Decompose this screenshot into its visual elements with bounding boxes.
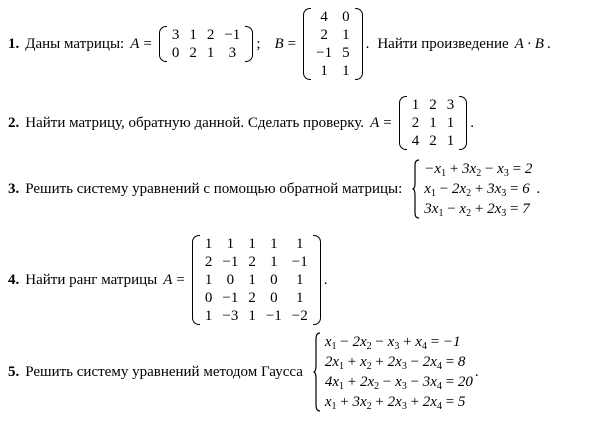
left-paren: [159, 26, 167, 62]
matrix-row: [167, 26, 245, 44]
equation: $4x_1 + 2x_2 - x_3 - 3x_4 = 20$: [324, 374, 473, 392]
matrix-table: [311, 8, 354, 80]
matrix-cell: 1: [206, 45, 215, 61]
problem-number: 4.: [8, 271, 20, 288]
problem-number: 2.: [8, 114, 20, 131]
matrix-cell: −1: [316, 45, 333, 61]
matrix-row: [407, 114, 460, 132]
matrix-cell: 2: [429, 133, 437, 149]
matrix-row: [407, 132, 460, 150]
matrix-name: A: [130, 35, 140, 52]
matrix-row: [311, 26, 354, 44]
matrix-cell: 1: [429, 115, 437, 131]
matrix-cell: 1: [204, 236, 213, 252]
matrix-cell: −1: [224, 27, 241, 43]
right-paren: [355, 8, 363, 80]
matrix-cell: 1: [342, 63, 350, 79]
equation-system: [313, 332, 473, 412]
problem-2: [8, 96, 474, 150]
right-paren: [313, 235, 321, 325]
matrix-table: [200, 235, 313, 325]
equations: [321, 332, 473, 412]
equation: $x_1 - 2x_2 + 3x_3 = 6$: [424, 181, 530, 199]
matrix-row: [200, 235, 313, 253]
matrix-cell: 2: [189, 45, 197, 61]
matrix: [192, 235, 321, 325]
matrix-cell: 1: [296, 290, 304, 306]
matrix-name: A: [370, 114, 380, 131]
matrix-cell: 2: [204, 254, 213, 270]
separator: ;: [256, 35, 261, 52]
matrix-cell: 4: [411, 133, 420, 149]
matrix-cell: 1: [248, 272, 256, 288]
period: .: [323, 271, 328, 288]
equation: $-x_1 + 3x_2 - x_3 = 2$: [424, 161, 533, 179]
problem-number: 5.: [8, 363, 20, 380]
matrix-table: [407, 96, 460, 150]
matrix-cell: 1: [226, 236, 235, 252]
matrix-row: [200, 307, 313, 325]
matrix-cell: 1: [342, 27, 350, 43]
right-paren: [245, 26, 253, 62]
matrix-row: [200, 289, 313, 307]
matrix-cell: 1: [446, 133, 455, 149]
equation-system: [412, 159, 532, 219]
problem-1: [8, 8, 551, 80]
matrix-cell: −1: [222, 290, 239, 306]
matrix-cell: 1: [296, 236, 304, 252]
matrix-cell: 1: [248, 308, 256, 324]
matrix-cell: 2: [248, 290, 256, 306]
equals-sign: =: [143, 35, 152, 52]
matrix-cell: 1: [296, 272, 304, 288]
matrix-cell: 5: [342, 45, 350, 61]
problem-text: Найти матрицу, обратную данной. Сделать проверку.: [25, 114, 365, 131]
problem-4: [8, 235, 328, 325]
matrix-table: [167, 26, 245, 62]
matrix-row: [311, 62, 354, 80]
period: .: [474, 363, 479, 380]
matrix: [399, 96, 468, 150]
equations: [420, 159, 532, 219]
matrix: [159, 26, 253, 62]
equals-sign: =: [176, 271, 185, 288]
matrix-cell: 1: [270, 254, 278, 270]
problem-3: [8, 159, 540, 219]
matrix: [303, 8, 362, 80]
matrix-cell: 1: [320, 63, 328, 79]
matrix-cell: 0: [204, 290, 213, 306]
problem-text: Решить систему уравнений с помощью обратной матрицы:: [25, 180, 403, 197]
matrix-name: B: [274, 35, 284, 52]
matrix-cell: 2: [411, 115, 420, 131]
matrix-cell: 1: [446, 115, 455, 131]
problem-text: Даны матрицы:: [25, 35, 125, 52]
period: .: [536, 180, 541, 197]
matrix-cell: 2: [429, 97, 437, 113]
matrix-cell: 1: [189, 27, 197, 43]
matrix-cell: 1: [411, 97, 420, 113]
matrix-cell: 1: [270, 236, 278, 252]
equals-sign: =: [383, 114, 392, 131]
matrix-cell: −1: [291, 254, 308, 270]
matrix-cell: 0: [270, 272, 278, 288]
matrix-cell: 0: [342, 9, 350, 25]
period: .: [365, 35, 370, 52]
matrix-cell: 3: [228, 45, 237, 61]
matrix-cell: 0: [270, 290, 278, 306]
period: .: [470, 114, 474, 131]
matrix-cell: 2: [320, 27, 328, 43]
matrix-cell: 3: [446, 97, 455, 113]
matrix-cell: 2: [248, 254, 256, 270]
matrix-cell: 1: [204, 272, 213, 288]
equation: $x_1 - 2x_2 - x_3 + x_4 = -1$: [324, 334, 461, 352]
right-paren: [459, 96, 467, 150]
matrix-cell: −3: [222, 308, 239, 324]
problem-number: 1.: [8, 35, 20, 52]
left-paren: [192, 235, 200, 325]
matrix-name: A: [163, 271, 173, 288]
matrix-row: [407, 96, 460, 114]
equation: $2x_1 + x_2 + 2x_3 - 2x_4 = 8$: [324, 354, 466, 372]
matrix-cell: 3: [171, 27, 180, 43]
matrix-cell: 0: [171, 45, 180, 61]
matrix-cell: 1: [248, 236, 256, 252]
matrix-cell: −1: [222, 254, 239, 270]
problem-5: [8, 332, 479, 412]
left-brace: [412, 159, 420, 219]
equation: $x_1 + 3x_2 + 2x_3 + 2x_4 = 5$: [324, 394, 466, 412]
problem-text: Решить систему уравнений методом Гаусса: [25, 363, 303, 380]
period: .: [546, 35, 551, 52]
problem-text: Найти произведение: [377, 35, 509, 52]
matrix-row: [200, 271, 313, 289]
matrix-cell: 4: [320, 9, 328, 25]
matrix-cell: −2: [291, 308, 308, 324]
matrix-row: [311, 8, 354, 26]
left-brace: [313, 332, 321, 412]
matrix-cell: 0: [226, 272, 235, 288]
equals-sign: =: [287, 35, 297, 52]
product-expression: A · B: [514, 35, 544, 52]
matrix-row: [311, 44, 354, 62]
problem-text: Найти ранг матрицы: [25, 271, 158, 288]
matrix-cell: 1: [204, 308, 213, 324]
left-paren: [303, 8, 311, 80]
matrix-row: [200, 253, 313, 271]
problem-number: 3.: [8, 180, 20, 197]
matrix-row: [167, 44, 245, 62]
matrix-cell: 2: [206, 27, 215, 43]
equation: $3x_1 - x_2 + 2x_3 = 7$: [424, 201, 530, 219]
matrix-cell: −1: [265, 308, 282, 324]
left-paren: [399, 96, 407, 150]
